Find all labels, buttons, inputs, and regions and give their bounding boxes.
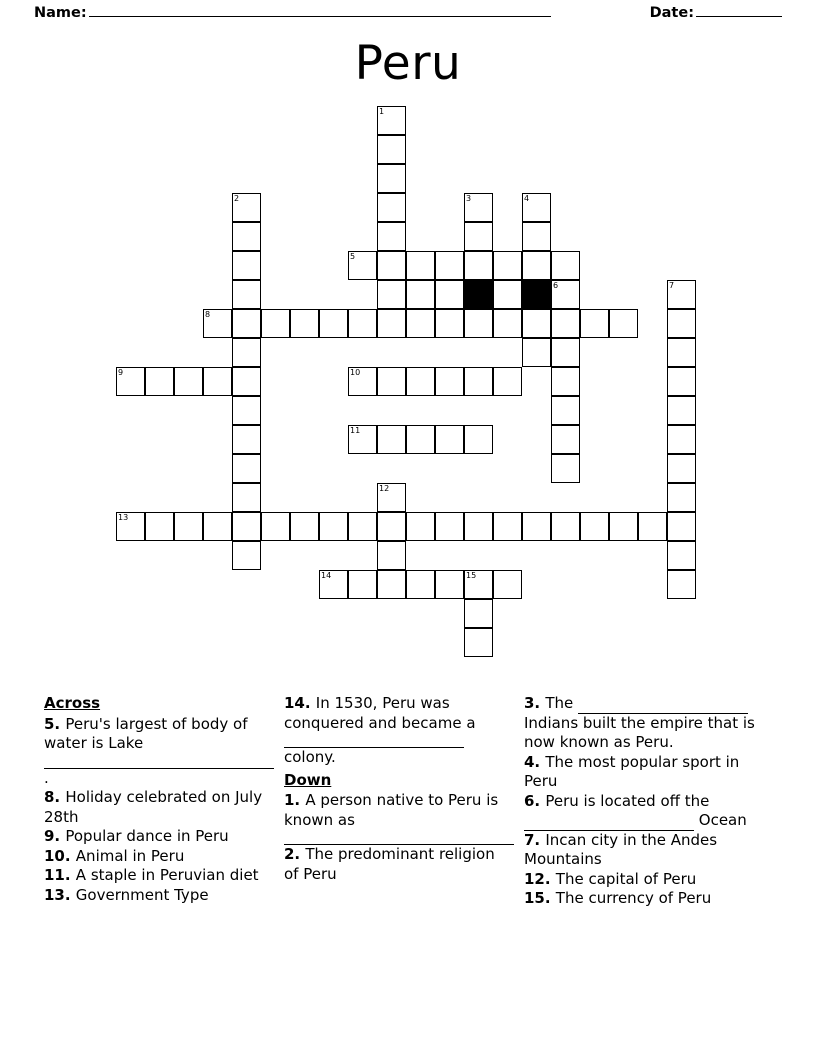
grid-cell[interactable] <box>377 193 406 222</box>
grid-cell[interactable] <box>493 570 522 599</box>
down-clue-list-continued <box>524 694 764 909</box>
grid-cell[interactable] <box>319 512 348 541</box>
clue-text: Holiday celebrated on July 28th <box>44 788 263 826</box>
clue-item <box>524 870 764 890</box>
grid-cell[interactable] <box>348 367 377 396</box>
name-field[interactable] <box>34 4 551 21</box>
grid-cell-number: 14 <box>321 571 332 580</box>
clue-number: 9. <box>44 827 66 845</box>
answer-blank-line[interactable] <box>284 833 514 845</box>
grid-cell[interactable] <box>232 193 261 222</box>
grid-cell[interactable] <box>377 570 406 599</box>
grid-cell[interactable] <box>377 367 406 396</box>
clue-text: A person native to Peru is known as <box>284 791 499 829</box>
grid-cell[interactable] <box>464 425 493 454</box>
grid-cell[interactable] <box>406 280 435 309</box>
grid-cell[interactable] <box>667 367 696 396</box>
grid-cell[interactable] <box>377 512 406 541</box>
clue-text: Peru is located off the <box>545 791 710 810</box>
down-heading: Down <box>284 770 332 789</box>
grid-cell[interactable] <box>551 338 580 367</box>
grid-cell[interactable] <box>377 222 406 251</box>
grid-cell[interactable] <box>406 251 435 280</box>
clue-item <box>44 886 270 906</box>
grid-cell[interactable] <box>232 222 261 251</box>
grid-cell[interactable] <box>145 367 174 396</box>
grid-cell[interactable] <box>493 512 522 541</box>
grid-cell[interactable] <box>464 570 493 599</box>
clue-item <box>524 831 764 870</box>
grid-cell[interactable] <box>406 570 435 599</box>
grid-cell[interactable] <box>667 425 696 454</box>
clue-number: 5. <box>44 714 66 733</box>
clue-text: In 1530, Peru was conquered and became a <box>284 694 476 732</box>
grid-cell-number: 6 <box>553 281 559 290</box>
grid-cell-blocked <box>522 280 551 309</box>
grid-cell[interactable] <box>667 280 696 309</box>
grid-cell[interactable] <box>493 309 522 338</box>
grid-cell[interactable] <box>464 193 493 222</box>
grid-cell[interactable] <box>667 512 696 541</box>
grid-cell[interactable] <box>435 570 464 599</box>
grid-cell[interactable] <box>348 251 377 280</box>
grid-cell-number: 11 <box>350 426 361 435</box>
clue-number: 1. <box>284 791 306 809</box>
grid-cell[interactable] <box>377 251 406 280</box>
grid-cell[interactable] <box>609 309 638 338</box>
grid-cell-number: 4 <box>524 194 530 203</box>
grid-cell[interactable] <box>522 222 551 251</box>
grid-cell[interactable] <box>464 367 493 396</box>
grid-cell[interactable] <box>667 483 696 512</box>
grid-cell[interactable] <box>290 309 319 338</box>
grid-cell[interactable] <box>145 512 174 541</box>
clue-item <box>284 845 510 884</box>
grid-cell[interactable] <box>261 512 290 541</box>
clue-number: 14. <box>284 694 316 712</box>
clues-column-2 <box>284 694 524 984</box>
grid-cell[interactable] <box>435 367 464 396</box>
answer-blank-line[interactable] <box>578 702 748 714</box>
grid-cell[interactable] <box>435 251 464 280</box>
grid-cell-number: 12 <box>379 484 390 493</box>
grid-cell[interactable] <box>203 309 232 338</box>
grid-cell[interactable] <box>232 541 261 570</box>
clue-number: 15. <box>524 889 556 907</box>
grid-cell[interactable] <box>667 309 696 338</box>
grid-cell[interactable] <box>406 367 435 396</box>
down-clue-list <box>284 791 510 884</box>
clue-item <box>44 788 270 827</box>
grid-cell[interactable] <box>522 193 551 222</box>
grid-cell[interactable] <box>551 396 580 425</box>
grid-cell[interactable] <box>377 164 406 193</box>
grid-cell[interactable] <box>174 367 203 396</box>
clues-column-1 <box>44 694 284 984</box>
clue-number: 2. <box>284 845 306 863</box>
clue-item <box>284 791 510 845</box>
clue-text: A staple in Peruvian diet <box>75 866 259 884</box>
grid-cell-number: 5 <box>350 252 356 261</box>
grid-cell[interactable] <box>551 309 580 338</box>
grid-cell[interactable] <box>348 309 377 338</box>
clue-text: The <box>545 694 574 712</box>
grid-cell[interactable] <box>464 251 493 280</box>
clue-text-tail: Indians built the empire that is now known as Peru. <box>524 713 755 751</box>
clue-item <box>524 889 764 909</box>
grid-cell[interactable] <box>522 512 551 541</box>
grid-cell[interactable] <box>522 309 551 338</box>
clue-text: Peru's largest of body of water is Lake <box>44 714 248 752</box>
grid-cell[interactable] <box>493 280 522 309</box>
answer-blank-line[interactable] <box>284 736 464 748</box>
clue-text-tail: . <box>44 768 49 787</box>
clues-section <box>0 694 816 984</box>
grid-cell[interactable] <box>116 512 145 541</box>
grid-cell[interactable] <box>580 309 609 338</box>
grid-cell-number: 3 <box>466 194 472 203</box>
grid-cell[interactable] <box>435 425 464 454</box>
clues-column-3 <box>524 694 764 984</box>
name-write-line[interactable] <box>89 4 551 17</box>
grid-cell-blocked <box>464 280 493 309</box>
grid-cell[interactable] <box>551 280 580 309</box>
grid-cell[interactable] <box>377 425 406 454</box>
grid-cell[interactable] <box>464 309 493 338</box>
grid-cell[interactable] <box>232 396 261 425</box>
grid-cell[interactable] <box>377 483 406 512</box>
grid-cell[interactable] <box>348 512 377 541</box>
worksheet-header <box>0 0 816 28</box>
grid-cell[interactable] <box>377 280 406 309</box>
grid-cell[interactable] <box>377 106 406 135</box>
grid-cell-number: 2 <box>234 194 240 203</box>
across-clue-list <box>44 715 270 906</box>
clue-item <box>524 792 764 831</box>
grid-cell[interactable] <box>464 599 493 628</box>
grid-cell[interactable] <box>406 309 435 338</box>
grid-cell[interactable] <box>174 512 203 541</box>
grid-cell[interactable] <box>493 251 522 280</box>
grid-cell[interactable] <box>319 570 348 599</box>
clue-item <box>524 753 764 792</box>
grid-cell-number: 7 <box>669 281 675 290</box>
across-clue-list-continued <box>284 694 510 768</box>
grid-cell-number: 15 <box>466 571 477 580</box>
grid-cell-number: 9 <box>118 368 124 377</box>
clue-text: The capital of Peru <box>555 869 697 888</box>
grid-cell[interactable] <box>232 280 261 309</box>
clue-number: 6. <box>524 791 546 810</box>
grid-cell-number: 8 <box>205 310 211 319</box>
clue-text: Popular dance in Peru <box>65 827 229 845</box>
name-label: Name: <box>34 5 87 21</box>
grid-cell[interactable] <box>232 483 261 512</box>
grid-cell[interactable] <box>464 512 493 541</box>
answer-blank-line[interactable] <box>524 819 694 831</box>
grid-cell[interactable] <box>638 512 667 541</box>
clue-item <box>284 694 510 768</box>
grid-cell[interactable] <box>232 367 261 396</box>
grid-cell[interactable] <box>348 425 377 454</box>
clue-item <box>44 866 270 886</box>
grid-cell[interactable] <box>667 338 696 367</box>
grid-cell[interactable] <box>203 512 232 541</box>
grid-cell[interactable] <box>667 454 696 483</box>
grid-cell[interactable] <box>232 251 261 280</box>
grid-cell[interactable] <box>551 425 580 454</box>
grid-cell[interactable] <box>522 338 551 367</box>
grid-cell[interactable] <box>435 309 464 338</box>
grid-cell[interactable] <box>203 367 232 396</box>
clue-number: 13. <box>44 885 76 904</box>
clue-text: Animal in Peru <box>75 846 185 865</box>
grid-cell-number: 13 <box>118 513 129 522</box>
grid-cell[interactable] <box>522 251 551 280</box>
grid-cell[interactable] <box>406 425 435 454</box>
clue-number: 4. <box>524 752 546 771</box>
clue-number: 3. <box>524 694 546 712</box>
crossword-grid[interactable] <box>0 106 816 666</box>
grid-cell[interactable] <box>232 338 261 367</box>
grid-cell[interactable] <box>232 454 261 483</box>
clue-number: 8. <box>44 788 66 806</box>
clue-item <box>44 847 270 867</box>
grid-cell[interactable] <box>667 396 696 425</box>
clue-text: Government Type <box>75 885 209 904</box>
grid-cell[interactable] <box>435 512 464 541</box>
grid-cell[interactable] <box>435 280 464 309</box>
grid-cell-number: 1 <box>379 107 385 116</box>
date-field[interactable] <box>650 4 782 21</box>
grid-cell[interactable] <box>609 512 638 541</box>
clue-number: 11. <box>44 866 76 884</box>
grid-cell[interactable] <box>377 309 406 338</box>
clue-number: 10. <box>44 846 76 865</box>
grid-cell[interactable] <box>116 367 145 396</box>
grid-cell[interactable] <box>551 512 580 541</box>
grid-cell[interactable] <box>232 309 261 338</box>
clue-item <box>524 694 764 753</box>
grid-cell[interactable] <box>551 251 580 280</box>
date-label: Date: <box>649 5 694 21</box>
grid-cell[interactable] <box>319 309 348 338</box>
grid-cell[interactable] <box>232 512 261 541</box>
clue-number: 12. <box>524 869 556 888</box>
grid-cell[interactable] <box>667 541 696 570</box>
grid-cell[interactable] <box>464 222 493 251</box>
grid-cell[interactable] <box>261 309 290 338</box>
date-write-line[interactable] <box>696 4 782 17</box>
grid-cell[interactable] <box>464 628 493 657</box>
grid-cell[interactable] <box>377 541 406 570</box>
grid-cell[interactable] <box>232 425 261 454</box>
clue-text: Incan city in the Andes Mountains <box>524 830 718 868</box>
clue-text-tail: colony. <box>284 748 336 766</box>
across-heading: Across <box>44 694 101 712</box>
grid-cell[interactable] <box>667 570 696 599</box>
grid-cell[interactable] <box>348 570 377 599</box>
clue-text: The most popular sport in Peru <box>524 752 740 790</box>
clue-text-tail: Ocean <box>694 811 747 829</box>
clue-number: 7. <box>524 830 546 849</box>
page-title: Peru <box>354 36 462 91</box>
grid-cell[interactable] <box>406 512 435 541</box>
clue-text: The currency of Peru <box>555 889 712 907</box>
grid-cell-number: 10 <box>350 368 361 377</box>
clue-text: The predominant religion of Peru <box>284 845 495 883</box>
answer-blank-line[interactable] <box>44 757 274 769</box>
grid-cell[interactable] <box>493 367 522 396</box>
grid-cell[interactable] <box>377 135 406 164</box>
grid-cell[interactable] <box>551 367 580 396</box>
grid-cell[interactable] <box>551 454 580 483</box>
grid-cell[interactable] <box>290 512 319 541</box>
clue-item <box>44 715 270 789</box>
clue-item <box>44 827 270 847</box>
grid-cell[interactable] <box>580 512 609 541</box>
